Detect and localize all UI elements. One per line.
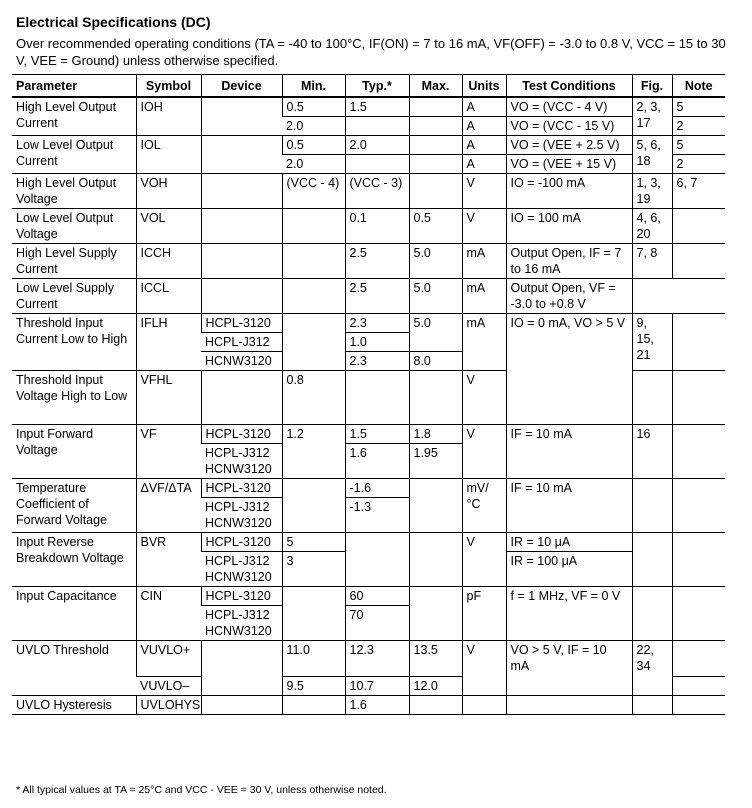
row-group-bvr — [12, 533, 725, 587]
device-cell — [201, 244, 282, 279]
device-cell — [201, 371, 282, 425]
test-cell — [506, 696, 632, 715]
symbol-cell: CIN — [136, 587, 201, 641]
min-cell: 9.5 — [282, 677, 345, 696]
typ-cell — [345, 371, 409, 425]
units-cell: mA — [462, 314, 506, 371]
test-cell: IR = 100 μA — [506, 552, 632, 587]
table-row — [12, 209, 725, 244]
max-cell — [409, 696, 462, 715]
fig-cell: 16 — [632, 425, 672, 479]
intro-text: Over recommended operating conditions (TA = -40 to 100°C, IF(ON) = 7 to 16 mA, VF(OFF) = -3.0 to 0.8 V, VCC = 15 to 30 V, VEE = Ground) unless otherwise specified. — [16, 36, 726, 68]
device-cell: HCPL-J312 HCNW3120 — [201, 552, 282, 587]
spec-table — [12, 74, 725, 715]
test-cell: Output Open, IF = 7 to 16 mA — [506, 244, 632, 279]
header-note: Note — [672, 75, 725, 98]
row-group-uvlo-hys — [12, 696, 725, 715]
units-cell — [462, 696, 506, 715]
max-cell: 5.0 — [409, 314, 462, 352]
device-cell: HCPL-3120 — [201, 425, 282, 444]
test-cell: f = 1 MHz, VF = 0 V — [506, 587, 632, 641]
device-cell: HCPL-3120 — [201, 479, 282, 498]
units-cell: A — [462, 97, 506, 117]
max-cell — [409, 174, 462, 209]
table-row — [12, 244, 725, 279]
device-cell — [201, 279, 282, 314]
device-cell: HCPL-3120 — [201, 314, 282, 333]
param-cell: Low Level Supply Current — [12, 279, 136, 314]
fig-cell: 7, 8 — [632, 244, 672, 279]
min-cell: 5 — [282, 533, 345, 552]
param-cell: UVLO Hysteresis — [12, 696, 136, 715]
max-cell: 5.0 — [409, 244, 462, 279]
units-cell: mA — [462, 279, 506, 314]
table-row — [12, 479, 725, 498]
table-row — [12, 587, 725, 606]
min-cell — [282, 696, 345, 715]
test-cell: VO > 5 V, IF = 10 mA — [506, 641, 632, 696]
table-row — [12, 533, 725, 552]
note-cell: 2 — [672, 117, 725, 136]
header-typ: Typ.* — [345, 75, 409, 98]
min-cell: 1.2 — [282, 425, 345, 479]
note-cell: 5 — [672, 97, 725, 117]
test-cell: IF = 10 mA — [506, 425, 632, 479]
device-cell: HCPL-J312 — [201, 333, 282, 352]
typ-cell: 60 — [345, 587, 409, 606]
units-cell: A — [462, 136, 506, 155]
test-cell: VO = (VCC - 15 V) — [506, 117, 632, 136]
note-cell: 2 — [672, 155, 725, 174]
device-cell: HCNW3120 — [201, 352, 282, 371]
fig-cell — [632, 533, 672, 587]
test-cell: VO = (VEE + 15 V) — [506, 155, 632, 174]
units-cell: A — [462, 117, 506, 136]
fig-cell — [632, 696, 672, 715]
test-cell: IO = -100 mA — [506, 174, 632, 209]
max-cell — [409, 479, 462, 533]
row-group-vol — [12, 209, 725, 244]
table-row — [12, 425, 725, 444]
symbol-cell: BVR — [136, 533, 201, 587]
device-cell — [201, 641, 282, 696]
min-cell: 0.5 — [282, 136, 345, 155]
param-cell: Temperature Coefficient of Forward Voltage — [12, 479, 136, 533]
footnote: * All typical values at TA = 25°C and VCC - VEE = 30 V, unless otherwise noted. — [16, 784, 387, 796]
max-cell — [409, 587, 462, 641]
fig-cell: 4, 6, 20 — [632, 209, 672, 244]
row-group-iccl — [12, 279, 725, 314]
symbol-cell: ICCL — [136, 279, 201, 314]
max-cell: 8.0 — [409, 352, 462, 371]
typ-cell: -1.3 — [345, 498, 409, 533]
min-cell: 0.5 — [282, 97, 345, 117]
min-cell — [282, 279, 345, 314]
test-cell: IO = 0 mA, VO > 5 V — [506, 314, 632, 425]
note-cell — [672, 244, 725, 279]
symbol-cell: VFHL — [136, 371, 201, 425]
typ-cell: 2.3 — [345, 352, 409, 371]
typ-cell: 2.0 — [345, 136, 409, 155]
min-cell — [282, 209, 345, 244]
note-cell — [632, 279, 672, 314]
table-row — [12, 97, 725, 117]
symbol-cell: UVLOHYS — [136, 696, 201, 715]
table-row — [12, 174, 725, 209]
header-device: Device — [201, 75, 282, 98]
fig-cell — [632, 371, 672, 425]
fig-cell — [632, 587, 672, 641]
min-cell: 2.0 — [282, 117, 345, 136]
min-cell: 0.8 — [282, 371, 345, 425]
units-cell: V — [462, 209, 506, 244]
typ-cell: (VCC - 3) — [345, 174, 409, 209]
row-group-icch — [12, 244, 725, 279]
units-cell: V — [462, 641, 506, 696]
table-row — [12, 279, 725, 314]
note-cell — [672, 587, 725, 641]
test-cell: IF = 10 mA — [506, 479, 632, 533]
header-fig: Fig. — [632, 75, 672, 98]
fig-cell: 5, 6, 18 — [632, 136, 672, 174]
min-cell — [282, 244, 345, 279]
fig-cell: 1, 3, 19 — [632, 174, 672, 209]
note-cell — [672, 677, 725, 696]
units-cell: mA — [462, 244, 506, 279]
note-cell — [672, 209, 725, 244]
table-row — [12, 641, 725, 677]
row-group-iflh — [12, 314, 725, 425]
max-cell — [409, 97, 462, 117]
min-cell: 11.0 — [282, 641, 345, 677]
row-group-iol — [12, 136, 725, 174]
device-cell: HCPL-3120 — [201, 533, 282, 552]
param-cell: Input Forward Voltage — [12, 425, 136, 479]
units-cell: V — [462, 533, 506, 587]
max-cell — [409, 371, 462, 425]
min-cell: 2.0 — [282, 155, 345, 174]
typ-cell — [345, 117, 409, 136]
typ-cell: 1.5 — [345, 425, 409, 444]
row-group-voh — [12, 174, 725, 209]
row-group-cin — [12, 587, 725, 641]
note-cell: 6, 7 — [672, 174, 725, 209]
header-max: Max. — [409, 75, 462, 98]
header-units: Units — [462, 75, 506, 98]
typ-cell: 2.5 — [345, 244, 409, 279]
param-cell: Input Reverse Breakdown Voltage — [12, 533, 136, 587]
max-cell — [409, 117, 462, 136]
row-group-uvlo — [12, 641, 725, 696]
typ-cell: 1.5 — [345, 97, 409, 117]
max-cell — [409, 533, 462, 587]
typ-cell — [345, 155, 409, 174]
row-group-tc — [12, 479, 725, 533]
param-cell: Low Level Output Current — [12, 136, 136, 174]
test-cell: VO = (VCC - 4 V) — [506, 97, 632, 117]
note-cell — [672, 314, 725, 371]
typ-cell — [345, 533, 409, 587]
device-cell: HCPL-3120 — [201, 587, 282, 606]
device-cell — [201, 136, 282, 174]
param-cell: Threshold Input Voltage High to Low — [12, 371, 136, 425]
header-row — [12, 75, 725, 98]
header-min: Min. — [282, 75, 345, 98]
typ-cell: 1.0 — [345, 333, 409, 352]
max-cell — [409, 136, 462, 155]
device-cell: HCPL-J312 HCNW3120 — [201, 444, 282, 479]
max-cell: 13.5 — [409, 641, 462, 677]
max-cell — [409, 155, 462, 174]
device-cell: HCPL-J312 HCNW3120 — [201, 606, 282, 641]
note-cell — [672, 696, 725, 715]
typ-cell: 12.3 — [345, 641, 409, 677]
param-cell: High Level Supply Current — [12, 244, 136, 279]
param-cell: High Level Output Voltage — [12, 174, 136, 209]
min-cell — [282, 479, 345, 533]
note-cell — [672, 371, 725, 425]
units-cell: V — [462, 174, 506, 209]
note-cell — [672, 641, 725, 677]
note-cell — [672, 479, 725, 533]
test-cell: VO = (VEE + 2.5 V) — [506, 136, 632, 155]
units-cell: V — [462, 371, 506, 425]
fig-cell: 2, 3, 17 — [632, 97, 672, 136]
symbol-cell: IOL — [136, 136, 201, 174]
test-cell: IR = 10 μA — [506, 533, 632, 552]
table-row — [12, 314, 725, 333]
typ-cell: 70 — [345, 606, 409, 641]
symbol-cell: VUVLO– — [136, 677, 201, 696]
device-cell — [201, 97, 282, 136]
typ-cell: 1.6 — [345, 444, 409, 479]
typ-cell: -1.6 — [345, 479, 409, 498]
symbol-cell: ICCH — [136, 244, 201, 279]
units-cell: mV/°C — [462, 479, 506, 533]
units-cell: A — [462, 155, 506, 174]
units-cell: V — [462, 425, 506, 479]
max-cell: 1.95 — [409, 444, 462, 479]
fig-cell: 22, 34 — [632, 641, 672, 696]
typ-cell: 10.7 — [345, 677, 409, 696]
param-cell: High Level Output Current — [12, 97, 136, 136]
max-cell: 12.0 — [409, 677, 462, 696]
param-cell: UVLO Threshold — [12, 641, 136, 696]
typ-cell: 0.1 — [345, 209, 409, 244]
min-cell — [282, 587, 345, 641]
note-cell — [672, 425, 725, 479]
note-cell — [672, 533, 725, 587]
device-cell — [201, 174, 282, 209]
fig-cell — [632, 479, 672, 533]
max-cell: 5.0 — [409, 279, 462, 314]
header-symbol: Symbol — [136, 75, 201, 98]
symbol-cell: VUVLO+ — [136, 641, 201, 677]
symbol-cell: VOH — [136, 174, 201, 209]
header-test-conditions: Test Conditions — [506, 75, 632, 98]
device-cell — [201, 696, 282, 715]
symbol-cell: VOL — [136, 209, 201, 244]
test-cell: IO = 100 mA — [506, 209, 632, 244]
note-cell: 5 — [672, 136, 725, 155]
min-cell — [282, 314, 345, 371]
symbol-cell: VF — [136, 425, 201, 479]
table-row — [12, 696, 725, 715]
max-cell: 0.5 — [409, 209, 462, 244]
device-cell: HCPL-J312 HCNW3120 — [201, 498, 282, 533]
row-group-ioh — [12, 97, 725, 136]
param-cell: Input Capacitance — [12, 587, 136, 641]
typ-cell: 2.5 — [345, 279, 409, 314]
row-group-vf — [12, 425, 725, 479]
device-cell — [201, 209, 282, 244]
table-row — [12, 136, 725, 155]
param-cell: Low Level Output Voltage — [12, 209, 136, 244]
units-cell: pF — [462, 587, 506, 641]
fig-cell: 9, 15, 21 — [632, 314, 672, 371]
typ-cell: 2.3 — [345, 314, 409, 333]
test-cell: Output Open, VF = -3.0 to +0.8 V — [506, 279, 632, 314]
param-cell: Threshold Input Current Low to High — [12, 314, 136, 371]
min-cell: (VCC - 4) — [282, 174, 345, 209]
min-cell: 3 — [282, 552, 345, 587]
section-title: Electrical Specifications (DC) — [16, 14, 211, 30]
max-cell: 1.8 — [409, 425, 462, 444]
typ-cell: 1.6 — [345, 696, 409, 715]
header-parameter: Parameter — [12, 75, 136, 98]
symbol-cell: ΔVF/ΔTA — [136, 479, 201, 533]
symbol-cell: IFLH — [136, 314, 201, 371]
symbol-cell: IOH — [136, 97, 201, 136]
